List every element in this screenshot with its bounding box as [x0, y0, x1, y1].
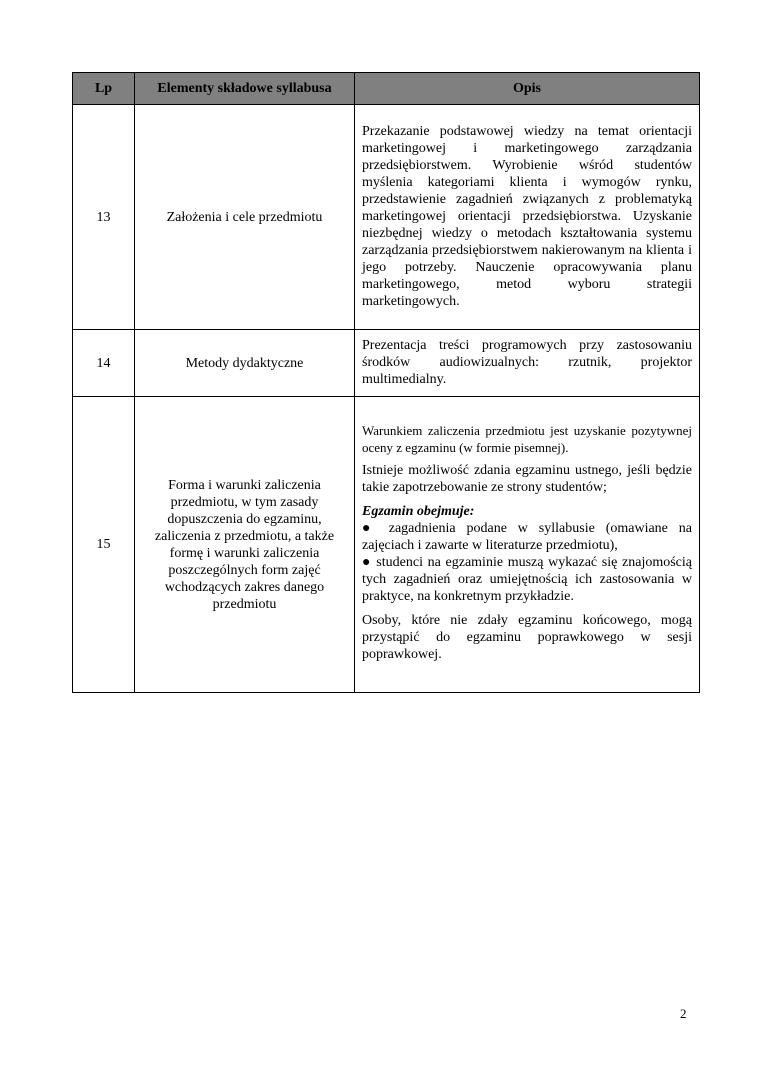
description-text: Przekazanie podstawowej wiedzy na temat orientacji marketingowej i marketingowego zarządzania przedsiębiorstwem. Wyrobienie wśród studentów myślenia kategoriami klienta i wymogów rynku, przedstawienie zagadnień związanych z problematyką marketingowej orientacji przedsiębiorstwa. Uzyskanie niezbędnej wiedzy o metodach kształtowania systemu zarządzania przedsiębiorstwem nakierowanym na klienta i jego potrzeby. Nauczenie opracowywania planu marketingowego, metod wyboru strategii marketingowych. [362, 124, 692, 309]
row-number: 13 [73, 105, 135, 330]
header-elements: Elementy składowe syllabusa [135, 73, 355, 105]
exam-scope [362, 503, 692, 605]
row-element: Metody dydaktyczne [135, 330, 355, 397]
table-header-row [73, 73, 700, 105]
row-element: Forma i warunki zaliczenia przedmiotu, w tym zasady dopuszczenia do egzaminu, zaliczenia z przedmiotu, a także formę i warunki zaliczenia poszczególnych form zajęć wchodzących zakres danego przedmiotu [135, 397, 355, 693]
row-description [355, 330, 700, 397]
row-description [355, 397, 700, 693]
syllabus-table [72, 72, 700, 693]
row-description [355, 105, 700, 330]
resit-text: Osoby, które nie zdały egzaminu końcowego, mogą przystąpić do egzaminu poprawkowego w sesji poprawkowej. [362, 613, 692, 662]
table-row [73, 105, 700, 330]
oral-exam-text: Istnieje możliwość zdania egzaminu ustnego, jeśli będzie takie zapotrzebowanie ze strony studentów; [362, 463, 692, 495]
row-element: Założenia i cele przedmiotu [135, 105, 355, 330]
exam-scope-bullet: ● studenci na egzaminie muszą wykazać się znajomością tych zagadnień oraz umiejętnością ich zastosowania w praktyce, na konkretnym przykładzie. [362, 555, 692, 604]
row-number: 14 [73, 330, 135, 397]
exam-scope-bullet: ● zagadnienia podane w syllabusie (omawiane na zajęciach i zawarte w literaturze przedmiotu), [362, 521, 692, 553]
exam-scope-heading: Egzamin obejmuje: [362, 504, 475, 519]
table-row [73, 330, 700, 397]
page-number: 2 [680, 1006, 687, 1021]
table-row [73, 397, 700, 693]
row-number: 15 [73, 397, 135, 693]
pass-condition-text: Warunkiem zaliczenia przedmiotu jest uzyskanie pozytywnej oceny z egzaminu (w formie pisemnej). [362, 423, 692, 455]
header-description: Opis [355, 73, 700, 105]
header-lp: Lp [73, 73, 135, 105]
description-text: Prezentacja treści programowych przy zastosowaniu środków audiowizualnych: rzutnik, projektor multimedialny. [362, 338, 692, 387]
